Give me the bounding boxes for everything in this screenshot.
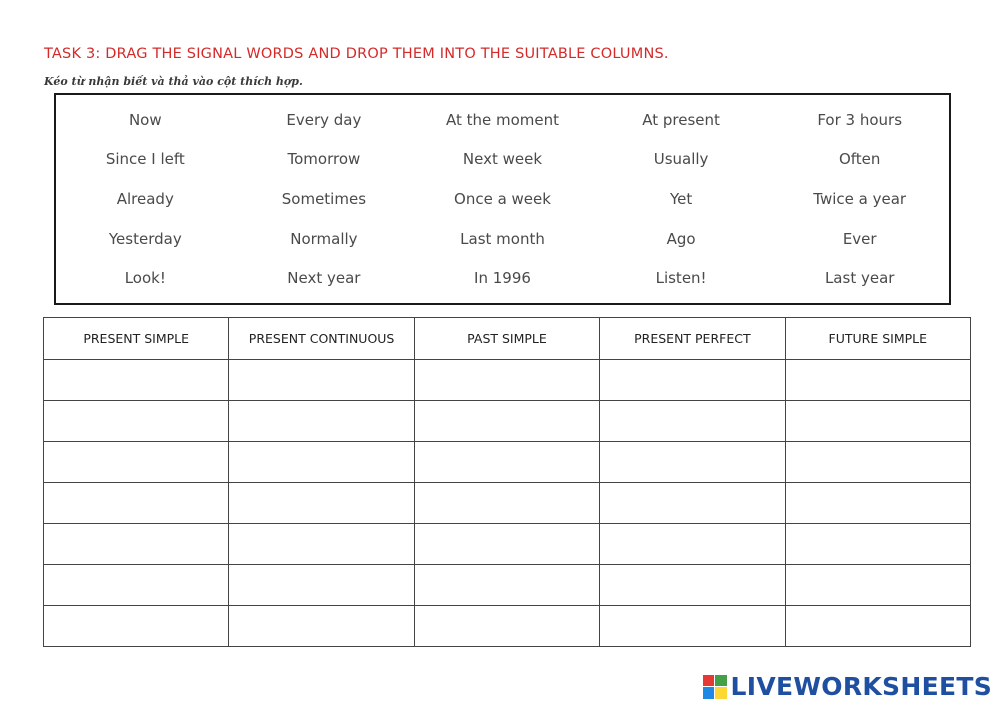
liveworksheets-logo-icon [703,675,727,699]
drop-zone-cell[interactable] [229,524,414,565]
drop-zone-cell[interactable] [229,401,414,442]
draggable-word[interactable]: Once a week [454,189,551,208]
table-row [44,442,971,483]
task-subtitle: Kéo từ nhận biết và thả vào cột thích hợp. [44,75,303,88]
drop-zone-cell[interactable] [600,360,785,401]
drop-zone-cell[interactable] [44,606,229,647]
draggable-word[interactable]: Next year [287,269,361,288]
brand [703,674,992,699]
draggable-word[interactable]: Twice a year [813,189,907,208]
drop-zone-cell[interactable] [229,442,414,483]
draggable-word[interactable]: Last year [824,269,895,288]
draggable-word[interactable]: Yet [669,189,693,208]
drop-zone-cell[interactable] [785,401,970,442]
draggable-word[interactable]: Usually [653,150,709,169]
draggable-word[interactable]: Look! [124,269,166,288]
drop-zone-cell[interactable] [785,606,970,647]
drop-zone-cell[interactable] [44,565,229,606]
table-row [44,401,971,442]
drop-zone-cell[interactable] [414,360,599,401]
drop-zone-cell[interactable] [44,401,229,442]
draggable-word[interactable]: Already [116,189,174,208]
drop-zone-cell[interactable] [414,442,599,483]
answer-table-body [44,360,971,647]
task-title: TASK 3: DRAG THE SIGNAL WORDS AND DROP THEM INTO THE SUITABLE COLUMNS. [44,46,669,62]
table-row [44,524,971,565]
draggable-word[interactable]: Listen! [655,269,707,288]
draggable-word[interactable]: Often [838,150,881,169]
drop-zone-cell[interactable] [414,606,599,647]
drop-zone-cell[interactable] [44,442,229,483]
drop-zone-cell[interactable] [600,524,785,565]
table-row [44,565,971,606]
draggable-word[interactable]: Next week [462,150,543,169]
table-header-row [44,318,971,360]
draggable-word[interactable]: At present [642,110,720,129]
draggable-word[interactable]: Last month [460,229,545,248]
draggable-word[interactable]: Ever [842,229,877,248]
answer-table [43,317,971,647]
drop-zone-cell[interactable] [229,606,414,647]
draggable-word[interactable]: In 1996 [474,269,531,288]
drop-zone-cell[interactable] [414,524,599,565]
drop-zone-cell[interactable] [600,442,785,483]
word-bank [54,93,951,305]
column-header-present-perfect: PRESENT PERFECT [600,318,785,360]
drop-zone-cell[interactable] [785,442,970,483]
column-header-past-simple: PAST SIMPLE [414,318,599,360]
drop-zone-cell[interactable] [414,483,599,524]
table-row [44,483,971,524]
draggable-word[interactable]: Normally [290,229,358,248]
drop-zone-cell[interactable] [600,401,785,442]
drop-zone-cell[interactable] [785,524,970,565]
brand-name: LIVEWORKSHEETS [730,672,992,701]
drop-zone-cell[interactable] [600,606,785,647]
drop-zone-cell[interactable] [600,565,785,606]
drop-zone-cell[interactable] [785,360,970,401]
drop-zone-cell[interactable] [44,524,229,565]
table-row [44,606,971,647]
draggable-word[interactable]: Tomorrow [287,150,361,169]
column-header-present-simple: PRESENT SIMPLE [44,318,229,360]
draggable-word[interactable]: At the moment [445,110,560,129]
drop-zone-cell[interactable] [785,483,970,524]
drop-zone-cell[interactable] [229,565,414,606]
draggable-word[interactable]: Sometimes [281,189,367,208]
draggable-word[interactable]: For 3 hours [817,110,903,129]
draggable-word[interactable]: Ago [666,229,696,248]
drop-zone-cell[interactable] [414,401,599,442]
draggable-word[interactable]: Now [128,110,162,129]
drop-zone-cell[interactable] [44,360,229,401]
drop-zone-cell[interactable] [229,483,414,524]
drop-zone-cell[interactable] [229,360,414,401]
draggable-word[interactable]: Yesterday [108,229,182,248]
drop-zone-cell[interactable] [600,483,785,524]
drop-zone-cell[interactable] [44,483,229,524]
column-header-present-continuous: PRESENT CONTINUOUS [229,318,414,360]
column-header-future-simple: FUTURE SIMPLE [785,318,970,360]
drop-zone-cell[interactable] [785,565,970,606]
draggable-word[interactable]: Since I left [105,150,185,169]
drop-zone-cell[interactable] [414,565,599,606]
draggable-word[interactable]: Every day [286,110,362,129]
table-row [44,360,971,401]
